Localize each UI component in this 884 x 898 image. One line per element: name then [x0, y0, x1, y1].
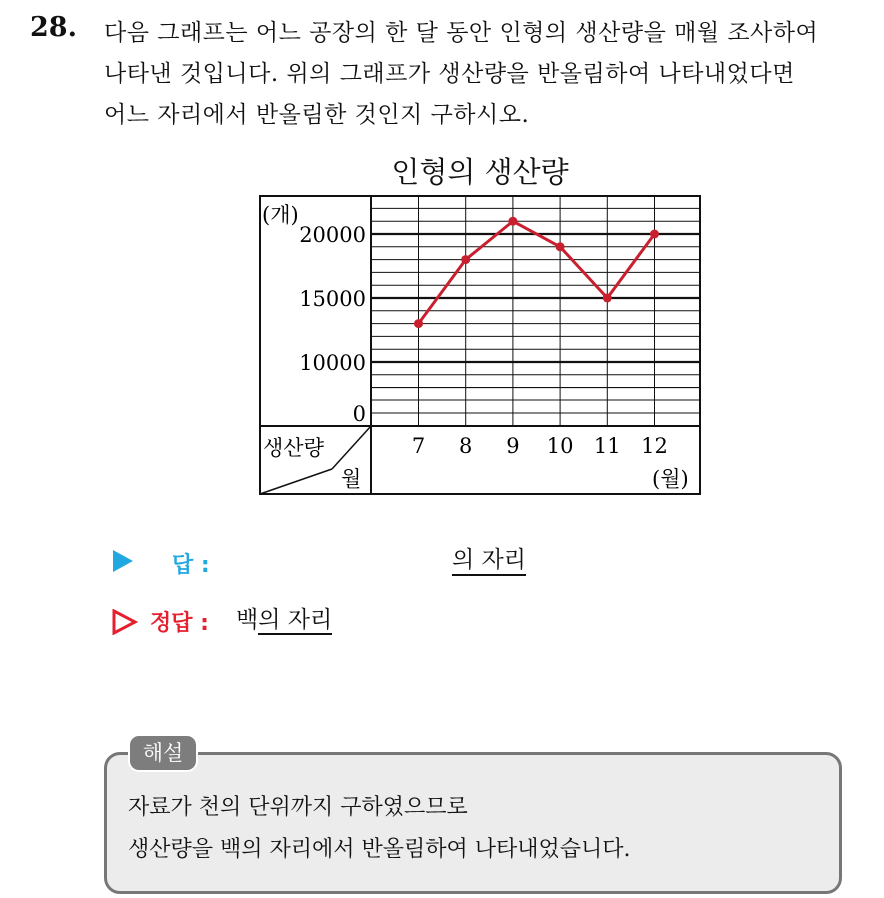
chart-title: 인형의 생산량 [391, 155, 569, 189]
correct-arrow-icon [112, 609, 138, 635]
chart-grid [371, 196, 700, 426]
data-point [414, 319, 423, 328]
explanation-box [104, 752, 842, 894]
question-line-2: 나타낸 것입니다. 위의 그래프가 생산량을 반올림하여 나타내었다면 [104, 61, 795, 87]
data-point [556, 242, 565, 251]
question-line-3: 어느 자리에서 반올림한 것인지 구하시오. [104, 102, 530, 128]
corner-top-label: 생산량 [263, 436, 324, 460]
x-tick-label: 8 [459, 434, 473, 458]
correct-answer-prefix: 백 [236, 607, 259, 633]
explanation-line-1: 자료가 천의 단위까지 구하였으므로 [128, 795, 468, 820]
corner-divider [260, 469, 332, 494]
corner-divider [332, 426, 371, 469]
data-point [603, 294, 612, 303]
correct-answer-value [236, 606, 332, 634]
correct-answer-label: 정답 : [150, 611, 209, 636]
question-number: 28. [30, 12, 77, 43]
question-line-1: 다음 그래프는 어느 공장의 한 달 동안 인형의 생산량을 매월 조사하여 [104, 20, 819, 46]
correct-answer-underlined: 의 자리 [258, 607, 333, 633]
x-tick-label: 10 [546, 434, 574, 458]
x-tick-labels [412, 434, 668, 458]
explanation-line-2: 생산량을 백의 자리에서 반올림하여 나타내었습니다. [128, 837, 631, 862]
answer-label: 답 : [172, 553, 210, 578]
y-tick-label: 10000 [299, 351, 366, 375]
x-tick-label: 7 [411, 434, 426, 458]
data-point [508, 217, 517, 226]
chart-labels [262, 203, 689, 491]
data-point [650, 230, 659, 239]
x-tick-label: 9 [506, 434, 520, 458]
corner-bottom-label: 월 [341, 467, 362, 491]
y-tick-label: 15000 [299, 287, 366, 311]
x-tick-label: 12 [641, 434, 668, 458]
answer-blank-suffix: 의 자리 [452, 546, 526, 576]
y-tick-label: 20000 [299, 223, 366, 247]
answer-arrow-icon [112, 549, 134, 573]
data-point [461, 255, 470, 264]
y-unit-label: (개) [262, 203, 299, 227]
x-unit-label: (월) [652, 467, 689, 491]
explanation-tag: 해설 [128, 734, 198, 772]
x-tick-label: 11 [593, 434, 621, 458]
y-tick-label: 0 [352, 402, 366, 426]
